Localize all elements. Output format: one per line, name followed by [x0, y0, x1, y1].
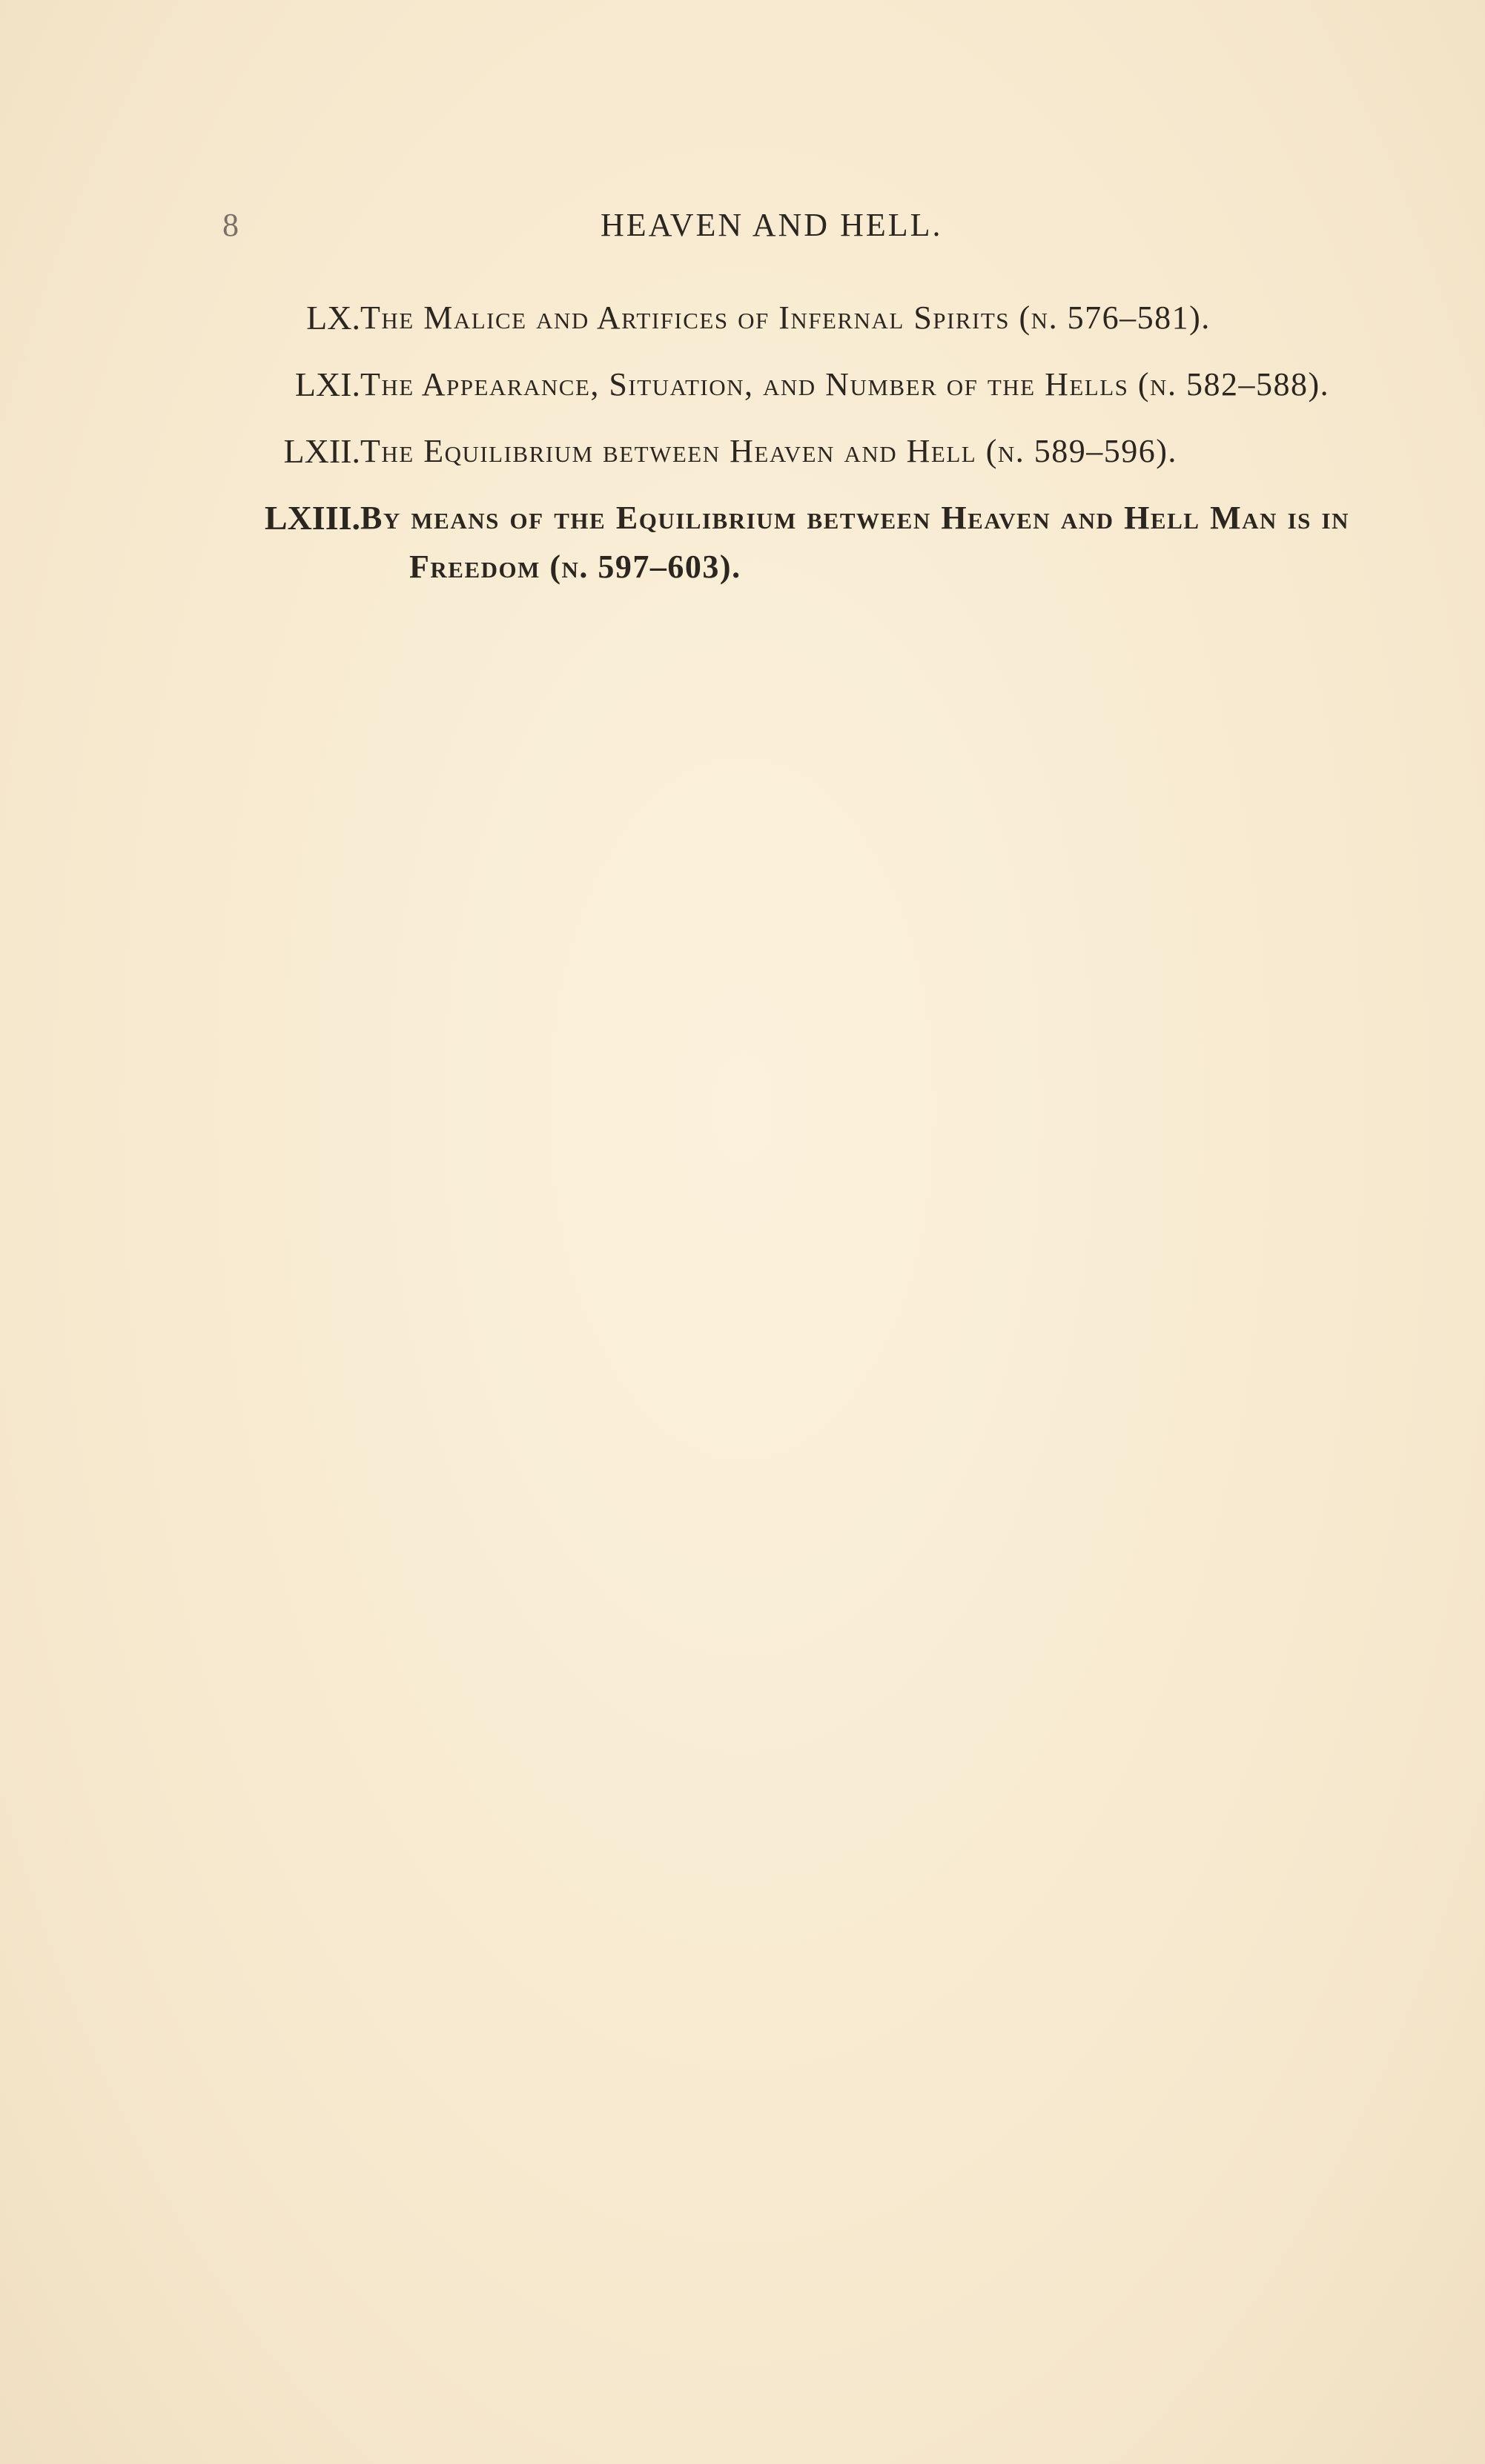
toc-entry-lxii: [222, 427, 1349, 476]
toc-entry-lx: [222, 294, 1349, 342]
table-of-contents: [222, 294, 1349, 609]
chapter-numeral: LX.: [306, 299, 360, 337]
toc-entry-lxiii: [222, 494, 1349, 592]
running-title: HEAVEN AND HELL.: [601, 207, 943, 243]
chapter-numeral: LXIII.: [264, 499, 360, 537]
chapter-title: By means of the Equilibrium between Heaven and Hell Man is in Freedom (n. 597–603).: [360, 500, 1349, 585]
chapter-title: The Equilibrium between Heaven and Hell (n. 589–596).: [360, 433, 1177, 469]
chapter-title: The Malice and Artifices of Infernal Spirits (n. 576–581).: [360, 299, 1211, 336]
chapter-numeral: LXI.: [294, 365, 360, 403]
page-number: 8: [222, 207, 239, 243]
toc-entry-lxi: [222, 360, 1349, 409]
chapter-numeral: LXII.: [283, 432, 360, 470]
chapter-title: The Appearance, Situation, and Number of the Hells (n. 582–588).: [360, 366, 1330, 403]
running-head: [222, 206, 1334, 258]
